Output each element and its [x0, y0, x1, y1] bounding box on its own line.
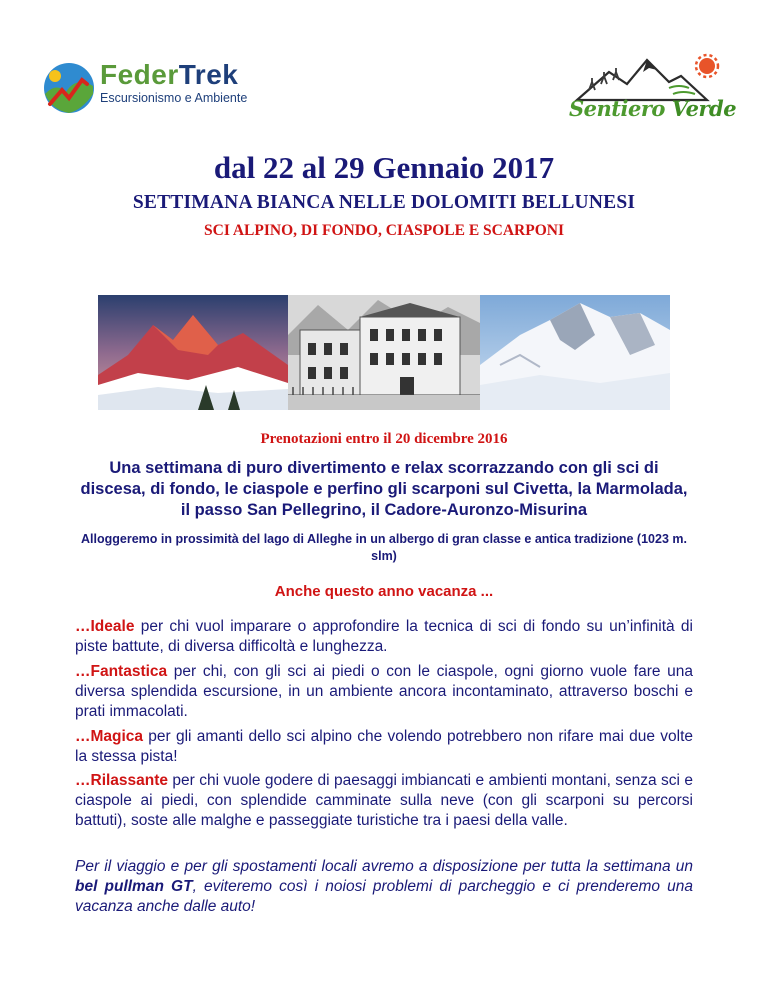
federtrek-emblem-icon	[42, 60, 96, 116]
sunset-mountain-photo	[98, 295, 288, 410]
sentiero-verde-logo	[565, 52, 737, 130]
federtrek-tagline: Escursionismo e Ambiente	[100, 91, 248, 105]
paragraph-ideale: …Ideale per chi vuol imparare o approfondire la tecnica di sci di fondo su un’infinità di piste battute, di diversa difficoltà e lunghezza.	[75, 618, 693, 655]
sun-icon	[693, 52, 721, 80]
paragraph-fantastica: …Fantastica per chi, con gli sci ai piedi o con le ciaspole, ogni giorno vuole fare una diversa splendida escursione, in un ambiente ancora incontaminato, attraverso boschi e prati immacolati.	[75, 663, 693, 720]
lead-paragraph: Una settimana di puro divertimento e relax scorrazzando con gli sci di discesa, di fondo, le ciaspole e perfino gli scarponi sul Civetta, la Marmolada, il passo San Pellegrino, il Cadore-Auronzo-Misurina	[80, 459, 688, 519]
federtrek-wordmark: FederTrek	[100, 59, 239, 90]
paragraph-magica: …Magica per gli amanti dello sci alpino che volendo potrebbero non rifare mai due volte la stessa pista!	[75, 728, 693, 765]
lodging-note: Alloggeremo in prossimità del lago di Alleghe in un albergo di gran classe e antica tradizione (1023 m. slm)	[81, 532, 687, 563]
paragraph-rilassante: …Rilassante per chi vuole godere di paesaggi imbiancati e ambienti montani, senza sci e ciaspole ai piedi, con splendide camminate sulla neve (con gli scarponi su percorsi battuti), soste alle malghe e passeggiate turistiche tra i paesi della valle.	[75, 772, 693, 829]
hotel-photo	[288, 295, 480, 410]
sentiero-verde-wordmark: Sentiero Verde	[569, 96, 737, 121]
event-subtitle: SETTIMANA BIANCA NELLE DOLOMITI BELLUNESI	[132, 192, 636, 213]
event-date-title: dal 22 al 29 Gennaio 2017	[213, 150, 555, 185]
snowy-peak-photo	[480, 295, 670, 410]
federtrek-logo	[42, 58, 252, 118]
vacation-heading: Anche questo anno vacanza ...	[274, 583, 494, 600]
event-activities: SCI ALPINO, DI FONDO, CIASPOLE E SCARPONI	[204, 222, 564, 239]
booking-deadline: Prenotazioni entro il 20 dicembre 2016	[260, 431, 508, 447]
transport-paragraph: Per il viaggio e per gli spostamenti locali avremo a disposizione per tutta la settimana un bel pullman GT, eviteremo così i noiosi problemi di parcheggio e ci prenderemo una vacanza anche dalle auto!	[75, 858, 694, 915]
photo-strip	[98, 295, 670, 410]
